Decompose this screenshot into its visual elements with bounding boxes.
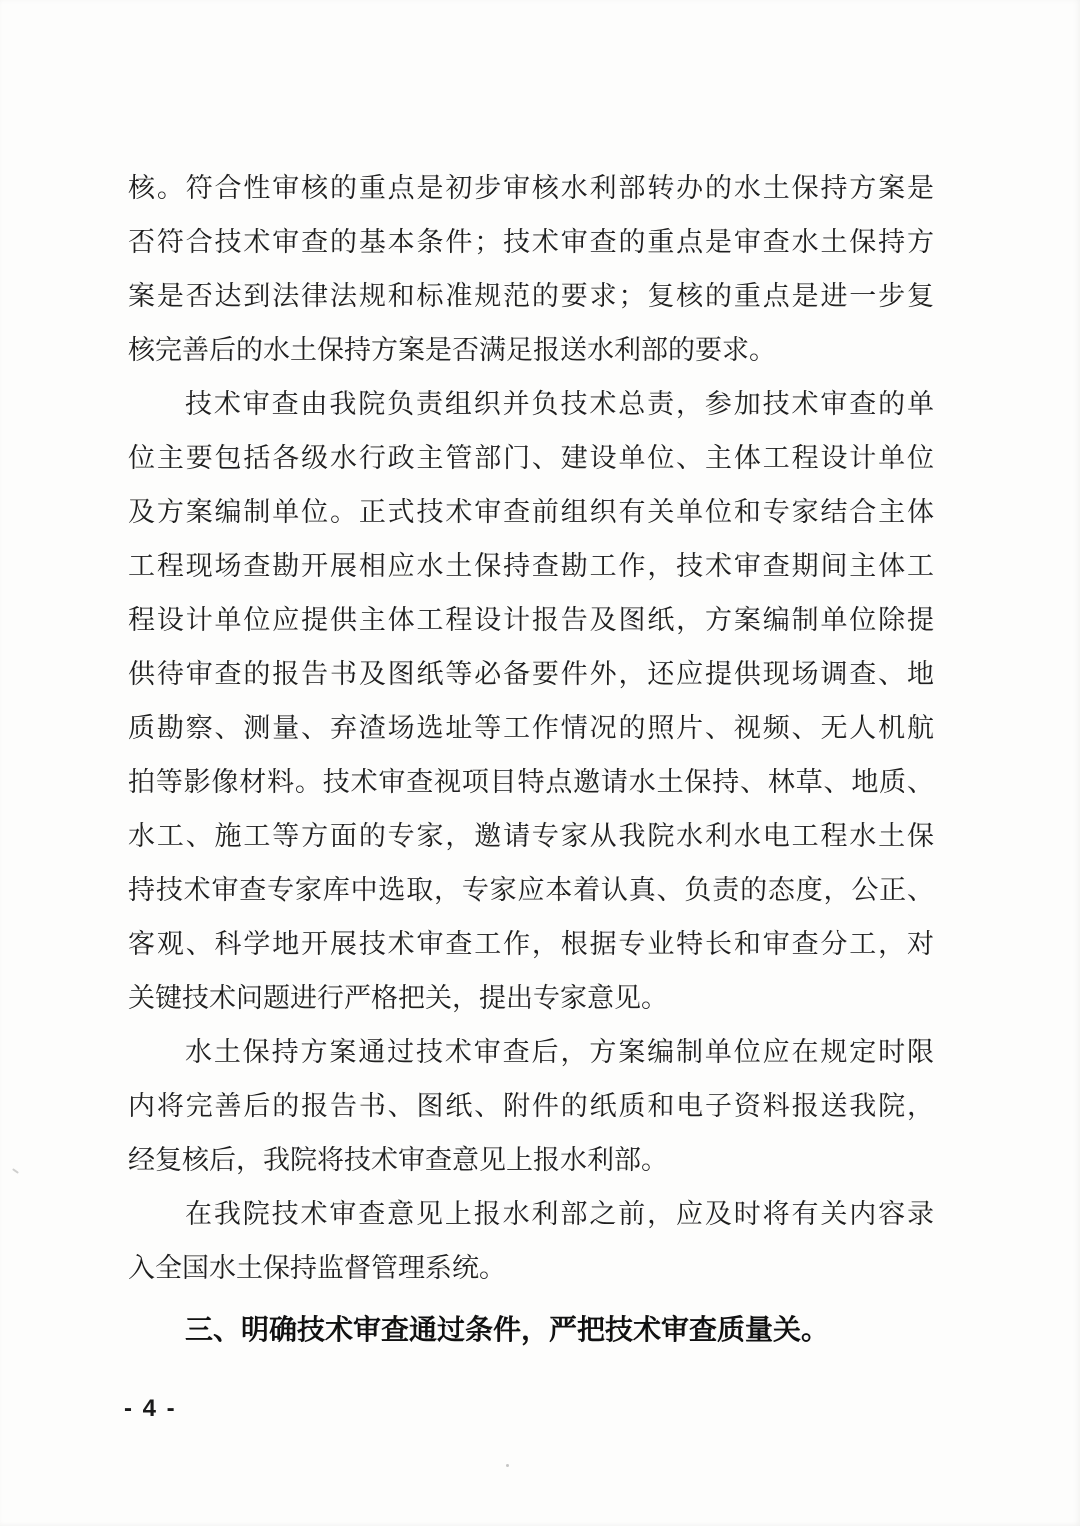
- text-line: 案是否达到法律法规和标准规范的要求；复核的重点是进一步复: [128, 281, 934, 311]
- text-line: 水工、施工等方面的专家，邀请专家从我院水利水电工程水土保: [128, 821, 934, 851]
- text-line: 拍等影像材料。技术审查视项目特点邀请水土保持、林草、地质、: [128, 767, 934, 797]
- text-line: 位主要包括各级水行政主管部门、建设单位、主体工程设计单位: [128, 443, 934, 473]
- text-line: 在我院技术审查意见上报水利部之前，应及时将有关内容录: [185, 1199, 934, 1229]
- text-line: 持技术审查专家库中选取，专家应本着认真、负责的态度，公正、: [128, 875, 934, 905]
- section-heading: 三、明确技术审查通过条件，严把技术审查质量关。: [185, 1314, 830, 1345]
- text-line: 工程现场查勘开展相应水土保持查勘工作，技术审查期间主体工: [128, 551, 934, 581]
- text-line: 程设计单位应提供主体工程设计报告及图纸，方案编制单位除提: [128, 605, 934, 635]
- text-line: 否符合技术审查的基本条件；技术审查的重点是审查水土保持方: [128, 227, 934, 257]
- page-number: - 4 -: [124, 1395, 177, 1422]
- text-line: 及方案编制单位。正式技术审查前组织有关单位和专家结合主体: [128, 497, 934, 527]
- text-line: 核。符合性审核的重点是初步审核水利部转办的水土保持方案是: [128, 173, 934, 203]
- text-line: 核完善后的水土保持方案是否满足报送水利部的要求。: [128, 335, 776, 365]
- text-line: 供待审查的报告书及图纸等必备要件外，还应提供现场调查、地: [128, 659, 934, 689]
- document-text-block: [128, 161, 934, 1357]
- text-line: 质勘察、测量、弃渣场选址等工作情况的照片、视频、无人机航: [128, 713, 934, 743]
- text-line: 关键技术问题进行严格把关，提出专家意见。: [128, 983, 668, 1013]
- text-line: 经复核后，我院将技术审查意见上报水利部。: [128, 1145, 668, 1175]
- scan-artifact-speck: [506, 1464, 509, 1467]
- text-line: 客观、科学地开展技术审查工作，根据专业特长和审查分工，对: [128, 929, 934, 959]
- scan-artifact-speck: [12, 1168, 19, 1174]
- text-line: 水土保持方案通过技术审查后，方案编制单位应在规定时限: [185, 1037, 934, 1067]
- text-line: 入全国水土保持监督管理系统。: [128, 1253, 506, 1283]
- text-line: 技术审查由我院负责组织并负技术总责，参加技术审查的单: [185, 389, 934, 419]
- text-line: 内将完善后的报告书、图纸、附件的纸质和电子资料报送我院，: [128, 1091, 934, 1121]
